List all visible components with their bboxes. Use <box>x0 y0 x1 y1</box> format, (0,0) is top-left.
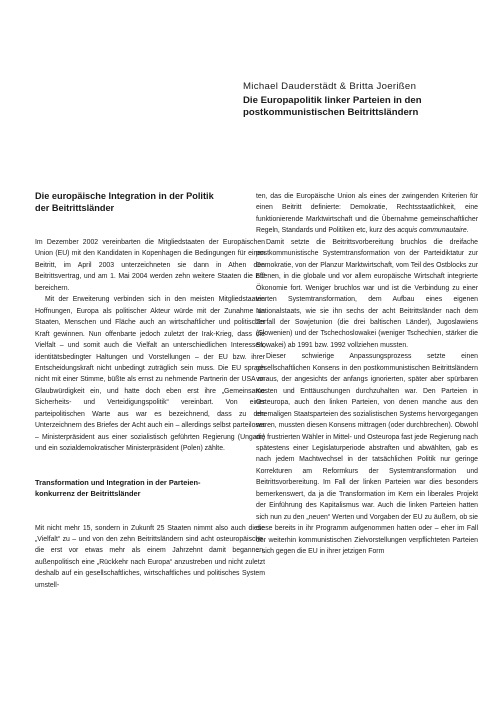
body-paragraph: Im Dezember 2002 vereinbarten die Mitgliedstaaten der Europäischen Union (EU) mit den Kandidaten in Kopenhagen die Bedingungen für einen Beitritt, im April 2003 unterzeichneten sie dann in Athen den Beitrittsvertrag, und am 1. Mai 2004 werden zehn weitere Staaten die EU bereichern. <box>35 239 265 292</box>
subsection-heading-line: konkurrenz der Beitrittsländer <box>35 489 141 499</box>
article-title-line: Die Europapolitik linker Parteien in den <box>243 95 422 106</box>
article-title-line: postkommunistischen Beitrittsländern <box>243 107 419 118</box>
italic-term: acquis communautaire <box>397 227 467 235</box>
article-title <box>243 95 493 119</box>
body-paragraph: Mit nicht mehr 15, sondern in Zukunft 25 Staaten nimmt also auch diese „Vielfalt“ zu – und von den zehn Beitrittsländern sind acht osteuropäische, die erst vor etwas mehr als einem Jahrzehnt damit begannen, außenpolitisch eine „Rückkehr nach Europa“ anzustreben und nicht zuletzt deshalb auf ein gesellschaftliches, wirtschaftliches und politisches System umstell- <box>35 524 265 589</box>
section-heading <box>35 191 265 214</box>
body-paragraph: Dieser schwierige Anpassungsprozess setzte einen gesellschaftlichen Konsens in den postkommunistischen Beitrittsländern voraus, der angesichts der anfangs ignorierten, später aber spürbaren Kosten und Enttäuschungen durchzuhalten war. Den Parteien in Osteuropa, auch den linken Parteien, von denen manche aus den ehemaligen Staatsparteien des sozialistischen Systems hervorgegangen waren, mussten diesen Konsens mittragen (oder durchbrechen). Obwohl die frustrierten Wähler in Mittel- und Osteuropa fast jede Regierung nach spätestens einer Legislaturperiode abstraften und abwählten, gab es nach jedem Machtwechsel in der tatsächlichen Politik nur geringe Korrekturen am Reformkurs der Systemtransformation und Beitrittsvorbereitung. Im Fall der linken Parteien war dies besonders bemerkenswert, da ja die Transformation im Kern ein liberales Projekt der Einführung des Kapitalismus war. Auch die linken Parteien hatten sich nun zu den „neuen“ Werten und Vorgaben der EU zu äußern, ob sie diese bereits in ihr Programm aufgenommen hatten oder – eher im Fall der weiterhin kommunistischen Zielvorstellungen verpflichteten Parteien – sich gegen die EU in ihrer jetzigen Form <box>256 353 478 556</box>
left-column <box>35 191 265 591</box>
subsection-heading <box>35 477 265 500</box>
body-text: ten, das die Europäische Union als eines der zwingenden Kriterien für einen Beitritt definierte: Demokratie, Rechtsstaatlichkeit, eine funktionierende Marktwirtschaft und die Übernahme gemeinschaftlicher Regeln, Standards und Politiken etc, kurz des <box>256 193 478 235</box>
section-heading-line: Die europäische Integration in der Politik <box>35 191 214 201</box>
right-column <box>256 191 478 558</box>
body-text: . <box>466 227 469 235</box>
section-heading-line: der Beitrittsländer <box>35 202 115 213</box>
subsection-heading-line: Transformation und Integration in der Parteien- <box>35 477 201 487</box>
article-header <box>243 81 493 119</box>
body-paragraph: Damit setzte die Beitrittsvorbereitung bruchlos die dreifache postkommunistische Systemtransformation von der Parteidiktatur zur Demokratie, von der Planzur Marktwirtschaft, vom Teil des Ostblocks zur offenen, in die globale und vor allem europäische Wirtschaft integrierte Ökonomie fort. Weniger bruchlos war und ist die Verbindung zu einer vierten Systemtransformation, dem Aufbau eines eigenen Nationalstaats, wie sie ihn sechs der acht Beitrittsländer nach dem Zerfall der Sowjetunion (die drei baltischen Länder), Jugoslawiens (Slowenien) und der Tschechoslowakei (weniger Tschechien, stärker die Slowakei) ab 1991 bzw. 1992 vollziehen mussten. <box>256 238 478 349</box>
body-paragraph <box>256 191 478 237</box>
body-paragraph: Mit der Erweiterung verbinden sich in den meisten Mitgliedstaaten Hoffnungen, Europa als politischer Akteur würde mit der Zunahme an Staaten, Menschen und Fläche auch an wirtschaftlicher und politischer Kraft gewinnen. Nun offenbarte jedoch zuletzt der Irak-Krieg, dass die Vielfalt – und somit auch die Vielfalt an unterschiedlichen Interessen, identitätsbedingter Haltungen und Vorstellungen – der EU bzw. ihrer Entscheidungskraft nicht unbedingt zuträglich sein muss. Die EU sprach nicht mit einer Stimme, büßte als ernst zu nehmende Partnerin der USA an Glaubwürdigkeit ein, und hatte doch eben erst ihre „Gemeinsame Sicherheits- und Verteidigungspolitik“ vereinbart. Von einer parteipolitischen Warte aus war es bezeichnend, dass zu den Unterzeichnern des Briefes der Acht auch ein – allerdings selbst parteiloser – Ministerpräsident aus einer sozialistisch geführten Regierung (Ungarn) und ein sozialdemokratischer Ministerpräsident (Polen) zählte. <box>35 296 265 453</box>
article-authors: Michael Dauderstädt & Britta Joerißen <box>243 81 417 92</box>
